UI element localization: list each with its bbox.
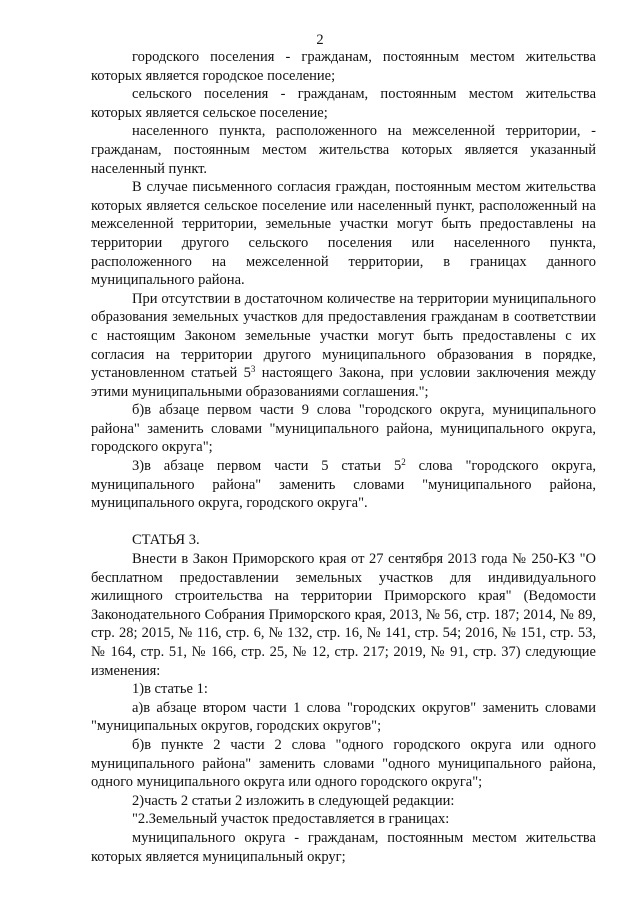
paragraph: б)в пункте 2 части 2 слова "одного городского округа или одного муниципального района" заменить словами "одного муниципального района, одного муниципального округа или одного городского округа";: [91, 736, 596, 791]
paragraph-text: При отсутствии в достаточном количестве на территории муниципального образования земельных участков для предоставления гражданам в соответствии с настоящим Законом земельные участки могут быть предоставлены с их согласия на территории другого муниципального образования в порядке, установленном статьей 5: [91, 290, 596, 382]
paragraph: сельского поселения - гражданам, постоянным местом жительства которых является сельское поселение;: [91, 86, 596, 121]
paragraph: [91, 457, 596, 513]
document-body: [91, 48, 596, 866]
paragraph-text: 3)в абзаце первом части 5 статьи 5: [132, 458, 402, 475]
paragraph: муниципального округа - гражданам, постоянным местом жительства которых является муниципальный округ;: [91, 829, 596, 865]
superscript: 2: [401, 457, 406, 468]
superscript: 3: [250, 364, 256, 375]
paragraph: городского поселения - гражданам, постоянным местом жительства которых является городское поселение;: [91, 49, 596, 84]
paragraph: "2.Земельный участок предоставляется в границах:: [132, 811, 450, 828]
paragraph: 1)в статье 1:: [132, 681, 208, 698]
paragraph: В случае письменного согласия граждан, постоянным местом жительства которых является сельское поселение или населенный пункт, расположенный на межселенной территории, земельные участки могут быть предоставлены на территории другого сельского поселения или населенного пункта, расположенного на межселенной территории, в границах данного муниципального района.: [91, 179, 596, 289]
paragraph-text: слова "городского округа, муниципального района" заменить словами "муниципального района, муниципального округа, городского округа".: [91, 458, 597, 512]
paragraph: [91, 290, 596, 402]
page-number: 2: [316, 32, 324, 48]
paragraph: населенного пункта, расположенного на межселенной территории, - гражданам, постоянным местом жительства которых является указанный населенный пункт.: [91, 123, 596, 177]
paragraph: а)в абзаце втором части 1 слова "городских округов" заменить словами "муниципальных округов, городских округов";: [91, 699, 596, 735]
paragraph: Внести в Закон Приморского края от 27 сентября 2013 года № 250-КЗ "О бесплатном предоставлении земельных участков для индивидуального жилищного строительства на территории Приморского края" (Ведомости Законодательного Собрания Приморского края, 2013, № 56, стр. 187; 2014, № 89, стр. 28; 2015, № 116, стр. 6, № 132, стр. 16, № 141, стр. 54; 2016, № 151, стр. 53, № 164, стр. 51, № 166, стр. 25, № 12, стр. 217; 2019, № 91, стр. 37) следующие изменения:: [91, 551, 596, 679]
paragraph-text: настоящего Закона, при условии заключения между этими муниципальными образованиями соглашения.";: [91, 365, 596, 400]
paragraph: б)в абзаце первом части 9 слова "городского округа, муниципального района" заменить словами "муниципального района, муниципального округа, городского округа";: [91, 402, 596, 456]
paragraph: 2)часть 2 статьи 2 изложить в следующей редакции:: [132, 792, 455, 809]
article-heading: СТАТЬЯ 3.: [132, 532, 200, 549]
